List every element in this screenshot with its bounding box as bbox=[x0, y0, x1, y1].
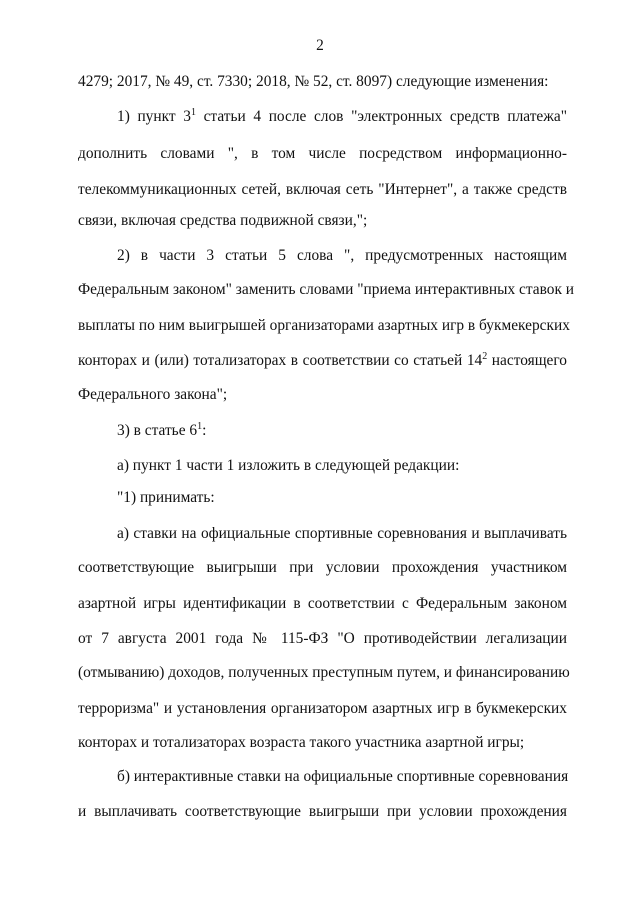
text-fragment: (отмыванию) доходов, полученных преступным путем, и финансированию bbox=[78, 664, 570, 681]
text-fragment: терроризма" и установления организатором азартных игр в букмекерских bbox=[78, 700, 567, 717]
text-fragment: и выплачивать соответствующие выигрыши при условии прохождения bbox=[78, 803, 567, 820]
text-fragment: 3) в статье 6 bbox=[117, 422, 198, 439]
text-fragment: телекоммуникационных сетей, включая сеть "Интернет", а также средств bbox=[78, 181, 567, 198]
text-line bbox=[117, 767, 567, 787]
text-fragment: 1) пункт 3 bbox=[117, 108, 191, 125]
text-line bbox=[78, 72, 567, 92]
text-fragment: от 7 августа 2001 года № 115-ФЗ "О противодействии легализации bbox=[78, 630, 567, 647]
text-line bbox=[78, 211, 567, 231]
text-line bbox=[117, 107, 567, 127]
text-fragment: статьи 4 после слов "электронных средств платежа" bbox=[195, 108, 568, 125]
page-number: 2 bbox=[316, 37, 324, 54]
text-line bbox=[78, 558, 567, 578]
text-fragment: 2) в части 3 статьи 5 слова ", предусмотренных настоящим bbox=[117, 247, 567, 264]
text-line bbox=[78, 180, 567, 200]
text-line bbox=[78, 802, 567, 822]
text-fragment: б) интерактивные ставки на официальные спортивные соревнования bbox=[117, 768, 569, 785]
text-line bbox=[78, 733, 567, 753]
text-line bbox=[78, 594, 567, 614]
text-fragment: "1) принимать: bbox=[117, 489, 215, 506]
text-line bbox=[78, 280, 575, 300]
text-fragment: дополнить словами ", в том числе посредством информационно- bbox=[78, 145, 567, 162]
text-line bbox=[78, 663, 570, 683]
text-line bbox=[117, 524, 567, 544]
text-line bbox=[78, 316, 570, 336]
text-fragment: настоящего bbox=[487, 352, 568, 369]
text-line bbox=[117, 246, 567, 266]
text-fragment: связи, включая средства подвижной связи,"; bbox=[78, 212, 368, 229]
text-line bbox=[117, 456, 567, 476]
text-fragment: Федерального закона"; bbox=[78, 386, 228, 403]
text-fragment: соответствующие выигрыши при условии прохождения участником bbox=[78, 559, 567, 576]
text-fragment: : bbox=[202, 422, 207, 439]
text-fragment: конторах и (или) тотализаторах в соответствии со статьей 14 bbox=[78, 352, 483, 369]
text-fragment: 4279; 2017, № 49, ст. 7330; 2018, № 52, ст. 8097) следующие изменения: bbox=[78, 73, 549, 90]
text-fragment: выплаты по ним выигрышей организаторами азартных игр в букмекерских bbox=[78, 317, 570, 334]
text-line bbox=[78, 144, 567, 164]
text-fragment: а) ставки на официальные спортивные соревнования и выплачивать bbox=[117, 525, 567, 542]
superscript: 1 bbox=[197, 421, 203, 432]
text-line bbox=[78, 385, 567, 405]
text-line bbox=[117, 421, 567, 441]
text-fragment: а) пункт 1 части 1 изложить в следующей редакции: bbox=[117, 457, 460, 474]
text-line bbox=[78, 699, 567, 719]
text-fragment: конторах и тотализаторах возраста такого участника азартной игры; bbox=[78, 734, 525, 751]
text-line bbox=[78, 351, 567, 371]
text-line bbox=[117, 488, 567, 508]
text-line bbox=[78, 629, 567, 649]
superscript: 1 bbox=[190, 107, 196, 118]
superscript: 2 bbox=[482, 351, 488, 362]
text-fragment: Федеральным законом" заменить словами "приема интерактивных ставок и bbox=[78, 281, 575, 298]
text-fragment: азартной игры идентификации в соответствии с Федеральным законом bbox=[78, 595, 567, 612]
